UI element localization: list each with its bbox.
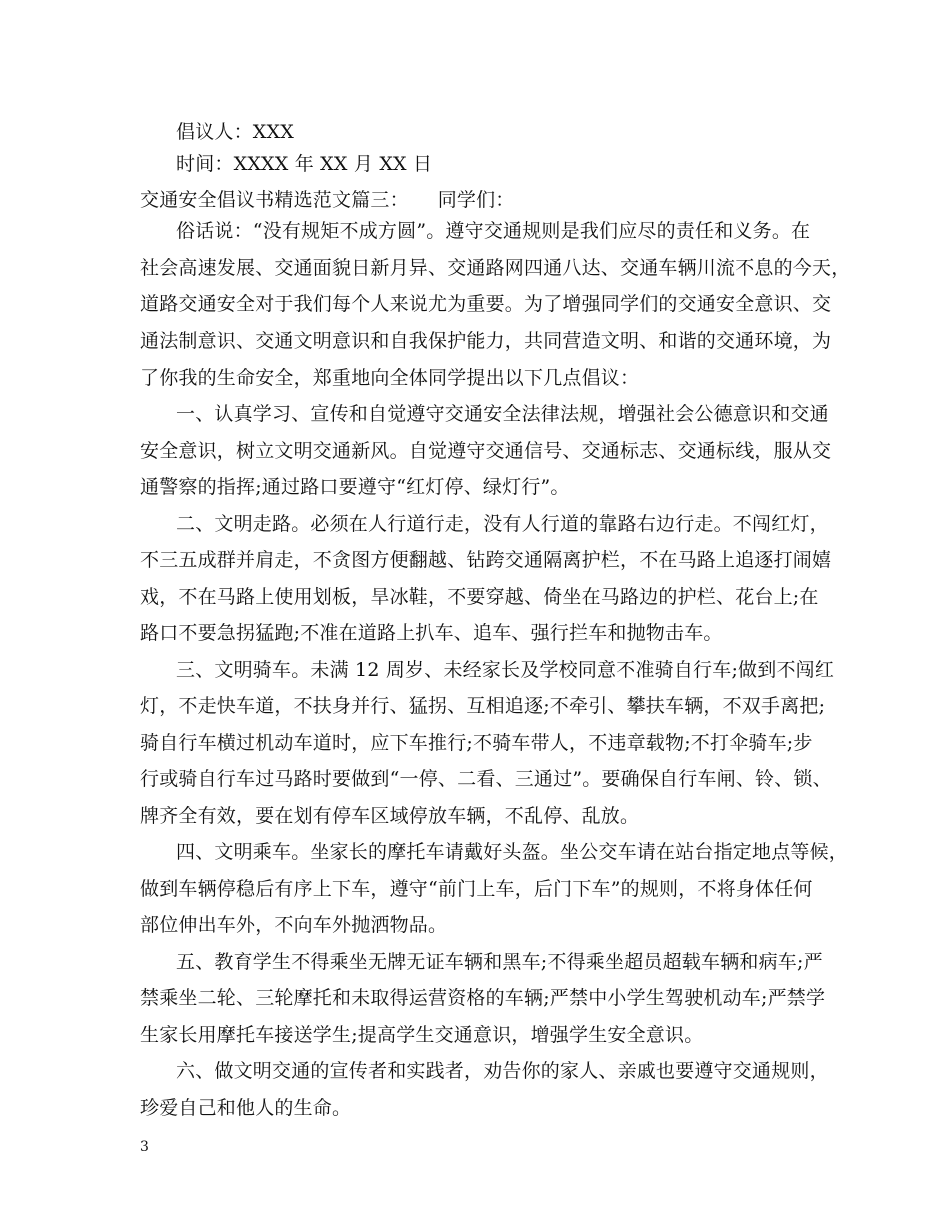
text-line: 骑自行车横过机动车道时，应下车推行;不骑车带人，不违章载物;不打伞骑车;步: [140, 732, 813, 754]
text-line: 灯，不走快车道，不扶身并行、猛拐、互相追逐;不牵引、攀扶车辆，不双手离把;: [140, 695, 826, 717]
text-line: 珍爱自己和他人的生命。: [140, 1097, 352, 1119]
text-line: 五、教育学生不得乘坐无牌无证车辆和黑车;不得乘坐超员超载车辆和病车;严: [176, 951, 823, 973]
text-line: 俗话说：“没有规矩不成方圆”。遵守交通规则是我们应尽的责任和义务。在: [176, 220, 811, 242]
text-line: 路口不要急拐猛跑;不准在道路上扒车、追车、强行拦车和抛物击车。: [140, 622, 723, 644]
proposer-line: 倡议人：XXX: [176, 121, 294, 143]
text-line: 戏，不在马路上使用划板，旱冰鞋，不要穿越、倚坐在马路边的护栏、花台上;在: [140, 586, 819, 608]
text-line: 六、做文明交通的宣传者和实践者，劝告你的家人、亲戚也要遵守交通规则，: [176, 1060, 829, 1082]
text-line: 四、文明乘车。坐家长的摩托车请戴好头盔。坐公交车请在站台指定地点等候，: [176, 841, 849, 863]
text-line: 生家长用摩托车接送学生;提高学生交通意识，增强学生安全意识。: [140, 1024, 704, 1046]
text-line: 安全意识，树立文明交通新风。自觉遵守交通信号、交通标志、交通标线，服从交: [140, 440, 832, 462]
text-line: 部位伸出车外，不向车外抛洒物品。: [140, 914, 448, 936]
text-line: 社会高速发展、交通面貌日新月异、交通路网四通八达、交通车辆川流不息的今天，: [140, 257, 851, 279]
text-line: 牌齐全有效，要在划有停车区域停放车辆，不乱停、乱放。: [140, 805, 640, 827]
text-line: 一、认真学习、宣传和自觉遵守交通安全法律法规，增强社会公德意识和交通: [176, 403, 829, 425]
text-line: 二、文明走路。必须在人行道行走，没有人行道的靠路右边行走。不闯红灯，: [176, 513, 829, 535]
text-line: 做到车辆停稳后有序上下车，遵守“前门上车，后门下车”的规则，不将身体任何: [140, 878, 813, 900]
text-line: 行或骑自行车过马路时要做到“一停、二看、三通过”。要确保自行车闸、铃、锁、: [140, 768, 832, 790]
page-number: 3: [140, 1139, 149, 1155]
text-line: 不三五成群并肩走，不贪图方便翻越、钻跨交通隔离护栏，不在马路上追逐打闹嬉: [140, 549, 832, 571]
section-title-line: 交通安全倡议书精选范文篇三： 同学们：: [140, 189, 515, 211]
text-line: 了你我的生命安全，郑重地向全体同学提出以下几点倡议：: [140, 367, 640, 389]
text-line: 通警察的指挥;通过路口要遵守“红灯停、绿灯行”。: [140, 476, 570, 498]
date-line: 时间：XXXX 年 XX 月 XX 日: [176, 153, 433, 175]
text-line: 三、文明骑车。未满 12 周岁、未经家长及学校同意不准骑自行车;做到不闯红: [176, 659, 835, 681]
text-line: 禁乘坐二轮、三轮摩托和未取得运营资格的车辆;严禁中小学生驾驶机动车;严禁学: [140, 987, 826, 1009]
text-line: 道路交通安全对于我们每个人来说尤为重要。为了增强同学们的交通安全意识、交: [140, 293, 832, 315]
text-line: 通法制意识、交通文明意识和自我保护能力，共同营造文明、和谐的交通环境，为: [140, 330, 832, 352]
